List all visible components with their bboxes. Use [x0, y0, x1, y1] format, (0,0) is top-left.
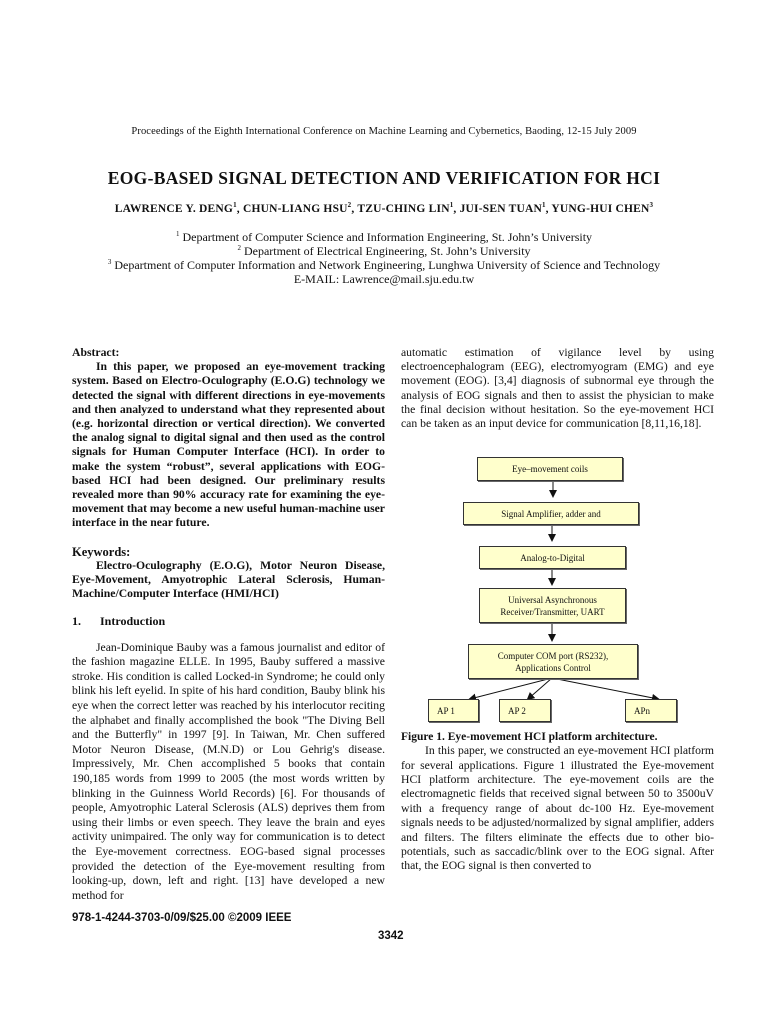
author: TZU-CHING LIN$^1$: [357, 201, 454, 215]
node-ap1: AP 1: [428, 699, 479, 722]
node-analog-to-digital: Analog-to-Digital: [479, 546, 626, 569]
author-list: LAWRENCE Y. DENG$^1$, CHUN-LIANG HSU$^2$, TZU-CHING LIN$^1$, JUI-SEN TUAN$^1$, YUNG-HUI CHEN$^3$: [114, 201, 654, 215]
intro-paragraph-3: In this paper, we constructed an eye-movement HCI platform for several applications. Figure 1 illustrated the Eye-movement HCI platform architecture. The eye-movement coils are the electromagnetic fields that received signal between 50 to 3500uV with a frequency range of about dc-100 Hz. Eye-movement signals needs to be adjusted/normalized by signal amplifier, adders and filters. The filters eliminate the effects due to other bio-potentials, such as saccadic/blink over to the EOG signal. After that, the EOG signal is then converted to: [401, 744, 714, 873]
right-column-top: [401, 346, 714, 431]
affiliation: $^3$ Department of Computer Information and Network Engineering, Lunghwa University of Science and Technology: [107, 258, 661, 272]
email: E-MAIL: Lawrence@mail.sju.edu.tw: [293, 272, 475, 286]
keywords-text: Electro-Oculography (E.O.G), Motor Neuron Disease, Eye-Movement, Amyotrophic Lateral Sclerosis, Human-Machine/Computer Interface (HMI/HCI): [72, 558, 385, 601]
node-eye-movement-coils: Eye–movement coils: [477, 457, 623, 481]
abstract-text: In this paper, we proposed an eye-movement tracking system. Based on Electro-Oculography (E.O.G) technology we detected the signal with different directions in eye-movements and then analyzed to understand what they represented about (e.g. horizontal direction or vertical direction). We converted the analog signal to digital signal and then used as the control signals for Human Computer Interface (HCI). In order to make the system “robust”, several applications with EOG-based HCI had been designed. Our preliminary results revealed more than 90% accuracy rate for examining the eye-movement that may become a new useful human-machine user interface in the near future.: [72, 360, 385, 530]
paper-title: EOG-BASED SIGNAL DETECTION AND VERIFICATION FOR HCI: [107, 168, 661, 188]
keywords-heading: Keywords:: [72, 544, 131, 559]
abstract-heading: Abstract:: [72, 346, 120, 359]
footer-isbn: 978-1-4244-3703-0/09/$25.00 ©2009 IEEE: [72, 912, 292, 924]
affiliation: $^2$ Department of Electrical Engineering, St. John’s University: [237, 244, 531, 258]
author: YUNG-HUI CHEN$^3$: [551, 201, 654, 215]
page-number: 3342: [378, 930, 404, 942]
author: LAWRENCE Y. DENG$^1$: [114, 201, 237, 215]
proceedings-header: Proceedings of the Eighth International Conference on Machine Learning and Cybernetics, Baoding, 12-15 July 2009: [131, 126, 637, 137]
section-heading-introduction: 1. Introduction: [72, 614, 166, 629]
author: JUI-SEN TUAN$^1$: [459, 201, 546, 215]
affiliation: $^1$ Department of Computer Science and Information Engineering, St. John’s University: [175, 230, 593, 244]
figure-caption: Figure 1. Eye-movement HCI platform architecture.: [401, 731, 658, 743]
node-signal-amplifier: Signal Amplifier, adder and: [463, 502, 639, 525]
left-column: [72, 346, 385, 903]
intro-paragraph-1-continued: automatic estimation of vigilance level by using electroencephalogram (EEG), electromyogram (EMG) and eye movement (EOG). [3,4] diagnosis of subnormal eye through the analysis of EOG signals and then to assist the physician to make the final decision without hesitation. So the eye-movement HCI can be taken as an input device for communication [8,11,16,18].: [401, 346, 714, 431]
intro-paragraph-1: Jean-Dominique Bauby was a famous journalist and editor of the fashion magazine ELLE. In 1995, Bauby suffered a massive stroke. His condition is called Locked-in Syndrome; he could only blink his left eyelid. In spite of his hard condition, Bauby blink his eye when the correct letter was reached by his interlocutor reciting the alphabet and finally accomplished the book "The Diving Bell and the Butterfly" in 1997 [9]. In Taiwan, Mr. Chen suffered Motor Neuron Disease, (M.N.D) or Lou Gehrig's disease. Impressively, Mr. Chen accomplished 5 books that contain 190,185 words from 1999 to 2005 (the most words written by blinking in the Guinness World Records) [6]. For thousands of people, Amyotrophic Lateral Sclerosis (ALS) deprives them from using their limbs or even speech. They leave the brain and eyes activity unimpaired. The only way for communication is to detect the Eye-movement correctness. EOG-based signal processes provided the detection of the Eye-movement resulting from looking-up, down, left and right. [13] have developed a new method for: [72, 640, 385, 902]
right-column-bottom: [401, 730, 714, 874]
node-com-port: Computer COM port (RS232), Applications Control: [468, 644, 638, 679]
author: CHUN-LIANG HSU$^2$: [242, 201, 352, 215]
node-uart: Universal Asynchronous Receiver/Transmitter, UART: [479, 588, 626, 623]
node-ap2: AP 2: [499, 699, 551, 722]
node-apn: APn: [625, 699, 677, 722]
affiliations: [0, 230, 768, 286]
